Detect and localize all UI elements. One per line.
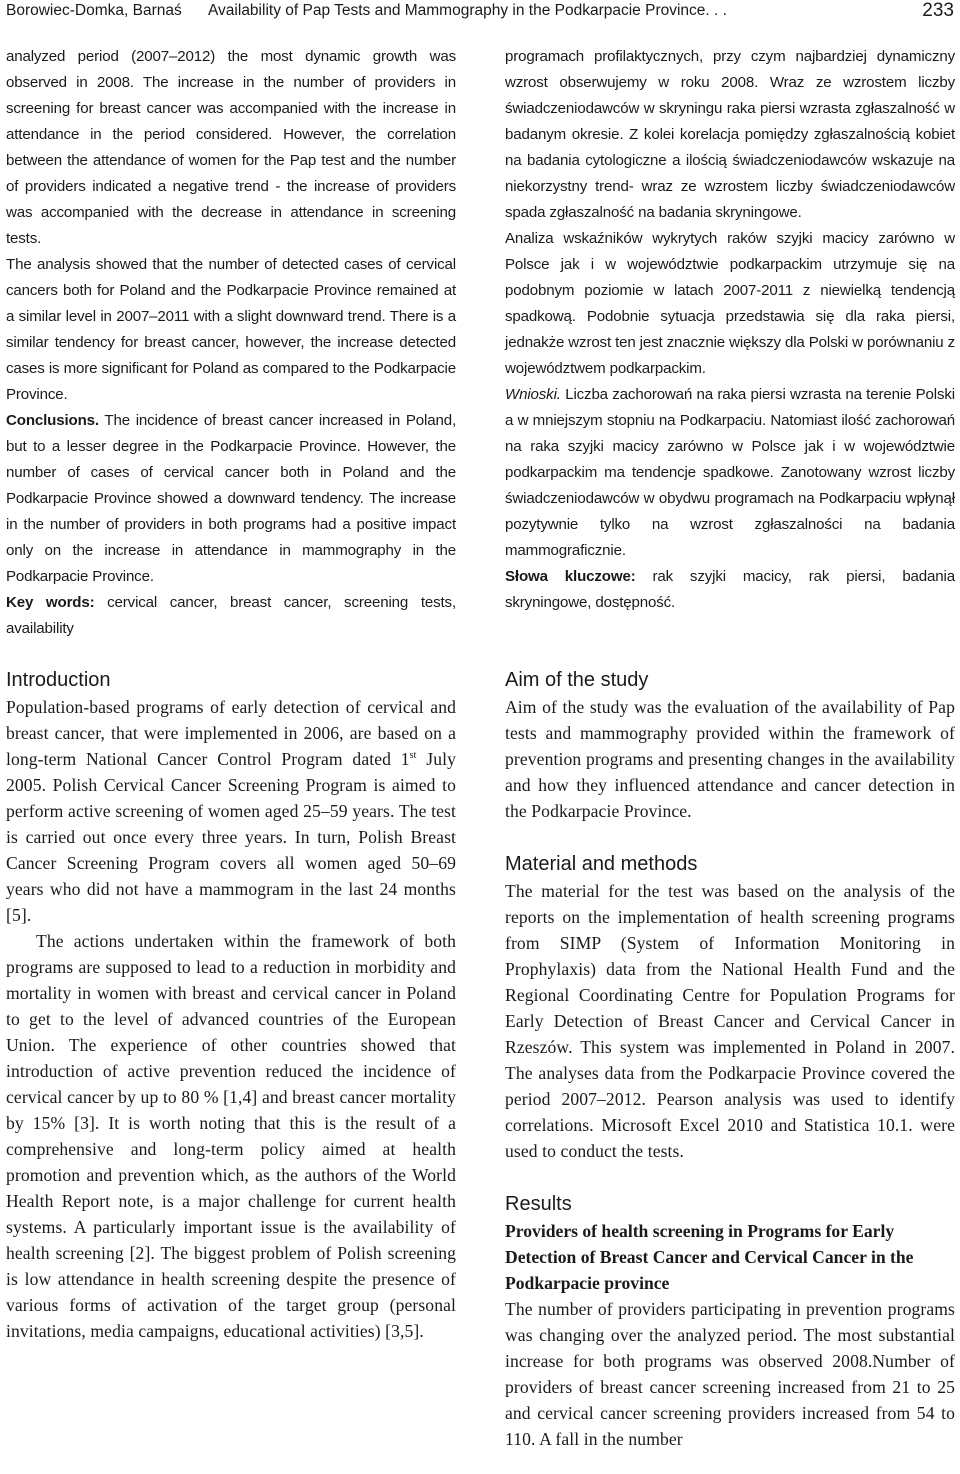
aim-heading: Aim of the study [505, 669, 649, 691]
keywords-label: Key words: [6, 594, 95, 611]
conclusions-label: Conclusions. [6, 412, 99, 429]
intro-p1-superscript: st [409, 750, 417, 761]
methods-paragraph: The material for the test was based on the analysis of the reports on the implementation of health screening programs from SIMP (System of Information Monitoring in Prophylaxis) data from the National Health Fund and the Regional Coordinating Centre for Population Programs for Early Detection of Breast Cancer and Cervical Cancer in Rzeszów. This system was implemented in Poland in 2007. The analyses data from the Podkarpacie Province covered the period 2007–2012. Pearson analysis was used to identify correlations. Microsoft Excel 2010 and Statistica 10.1. were used to conduct the tests. [505, 881, 955, 1161]
introduction-heading: Introduction [6, 669, 111, 691]
methods-heading: Material and methods [505, 853, 698, 875]
intro-p1-part-a: Population-based programs of early detection of cervical and breast cancer, that were implemented in 2006, are based on a long-term National Cancer Control Program dated 1 [6, 697, 456, 769]
wnioski-text: Liczba zachorowań na raka piersi wzrasta na terenie Polski a w mniejszym stopniu na Podkarpaciu. Natomiast ilość zachorowań na raka szyjki macicy zarówno w Polsce jak i w województwie podkarpackim ma tendencje spadkowe. Zanotowany wzrost liczby świadczeniodawców w obydwu programach na Podkarpaciu wpłynął pozytywnie tylko na wzrost zgłaszalności na badania mammograficznie. [505, 386, 955, 559]
abstract-en-conclusions [6, 408, 456, 590]
introduction-paragraph-2: The actions undertaken within the framework of both programs are supposed to lead to a reduction in morbidity and mortality in women with breast and cervical cancer in Poland to get to the level of advanced countries of the European Union. The experience of other countries showed that introduction of active prevention reduced the incidence of cervical cancer by up to 80 % [1,4] and breast cancer mortality by 15% [3]. It is worth noting that this is the result of a comprehensive and long-term policy aimed at health promotion and prevention which, as the authors of the World Health Report note, is a major challenge for current health systems. A particularly important issue is the availability of health screening [2]. The biggest problem of Polish screening is low attendance in health screening despite the presence of various forms of activation of the target group (personal invitations, media campaigns, educational activities) [3,5]. [6, 931, 456, 1341]
slowa-kluczowe-text: rak szyjki macicy, rak piersi, badania skryningowe, dostępność. [505, 568, 955, 611]
abstract-polish [505, 44, 955, 616]
introduction-paragraph-1 [6, 694, 456, 928]
abstract-en-paragraph-2: The analysis showed that the number of detected cases of cervical cancers both for Poland and the Podkarpacie Province remained at a similar level in 2007–2011 with a slight downward trend. There is a similar tendency for breast cancer, however, the increase detected cases is more significant for Poland as compared to the Podkarpacie Province. [6, 256, 456, 403]
running-header [6, 0, 954, 24]
header-running-title: Availability of Pap Tests and Mammography in the Podkarpacie Province. . . [208, 2, 727, 19]
header-authors: Borowiec-Domka, Barnaś [6, 2, 182, 19]
slowa-kluczowe-label: Słowa kluczowe: [505, 568, 636, 585]
abstract-pl-paragraph-1: programach profilaktycznych, przy czym najbardziej dynamiczny wzrost obserwujemy w roku 2008. Wraz ze wzrostem liczby świadczeniodawców w skryningu raka piersi wzrasta zgłaszalność w badanym okresie. Z kolei korelacja pomiędzy zgłaszalnością kobiet na badania cytologiczne a ilością świadczeniodawców wskazuje na niekorzystny trend- wraz ze wzrostem liczby świadczeniodawców spada zgłaszalność na badania skryningowe. [505, 48, 955, 221]
abstract-pl-paragraph-2: Analiza wskaźników wykrytych raków szyjki macicy zarówno w Polsce jak i w województwie podkarpackim utrzymuje się na podobnym poziomie w latach 2007-2011 z niewielką tendencją spadkową. Podobnie sytuacja przedstawia się dla raka piersi, jednakże wzrost ten jest znacznie większy dla Polski w porównaniu z województwem podkarpackim. [505, 230, 955, 377]
abstract-en-keywords [6, 590, 456, 642]
keywords-text: cervical cancer, breast cancer, screening tests, availability [6, 594, 456, 637]
aim-paragraph: Aim of the study was the evaluation of the availability of Pap tests and mammography provided within the framework of prevention programs and presenting changes in the availability and how they influenced attendance and cancer detection in the Podkarpacie Province. [505, 697, 955, 821]
conclusions-text: The incidence of breast cancer increased in Poland, but to a lesser degree in the Podkarpacie Province. However, the number of cases of cervical cancer both in Poland and the Podkarpacie Province showed a downward tendency. The increase in the number of providers in both programs had a positive impact only on the increase in attendance in mammography in the Podkarpacie Province. [6, 412, 456, 585]
results-heading: Results [505, 1193, 572, 1215]
abstract-en-paragraph-1: analyzed period (2007–2012) the most dynamic growth was observed in 2008. The increase in the number of providers in screening for breast cancer was accompanied with the increase in attendance in the period considered. However, the correlation between the attendance of women for the Pap test and the number of providers indicated a negative trend - the increase of providers was accompanied with the decrease in attendance in screening tests. [6, 48, 456, 247]
abstract-pl-keywords [505, 564, 955, 616]
wnioski-label: Wnioski. [505, 386, 561, 403]
right-column-sections [505, 666, 955, 1452]
page-number: 233 [922, 0, 954, 21]
introduction-section [6, 666, 456, 1344]
abstract-pl-conclusions [505, 382, 955, 564]
intro-p1-part-b: July 2005. Polish Cervical Cancer Screening Program is aimed to perform active screening of women aged 25–59 years. The test is carried out once every three years. In turn, Polish Breast Cancer Screening Program covers all women aged 50–69 years who did not have a mammogram in the last 24 months [5]. [6, 749, 456, 925]
results-paragraph: The number of providers participating in prevention programs was changing over the analyzed period. The most substantial increase for both programs was observed 2008.Number of providers of breast cancer screening increased from 21 to 25 and cervical cancer screening providers increased from 54 to 110. A fall in the number [505, 1299, 955, 1449]
abstract-english [6, 44, 456, 642]
results-subheading: Providers of health screening in Programs for Early Detection of Breast Cancer and Cervical Cancer in the Podkarpacie province [505, 1221, 914, 1293]
